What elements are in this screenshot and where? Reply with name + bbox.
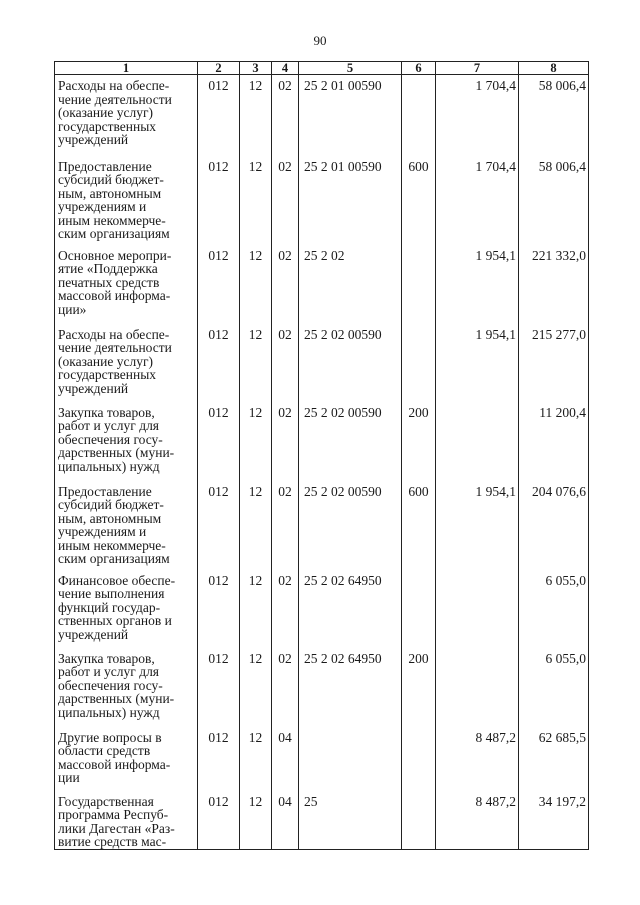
cell-ministry-code: 012 (198, 570, 240, 648)
cell-target-article: 25 2 02 (299, 245, 402, 324)
cell-amount-7: 8 487,2 (436, 727, 519, 791)
cell-amount-8: 62 685,5 (519, 727, 589, 791)
column-header: 4 (272, 62, 299, 75)
cell-ministry-code: 012 (198, 75, 240, 156)
cell-name: Финансовое обеспе- чение выполнения функций государ- ственных органов и учреждений (55, 570, 198, 648)
cell-section: 12 (240, 727, 272, 791)
cell-ministry-code: 012 (198, 324, 240, 402)
cell-subsection: 02 (272, 648, 299, 727)
column-header: 7 (436, 62, 519, 75)
cell-section: 12 (240, 570, 272, 648)
budget-table (54, 61, 589, 850)
table-row (55, 156, 589, 245)
page-number: 90 (313, 33, 327, 48)
cell-amount-8: 6 055,0 (519, 648, 589, 727)
cell-subsection: 02 (272, 570, 299, 648)
cell-expense-type (402, 570, 436, 648)
cell-name: Основное меропри- ятие «Поддержка печатных средств массовой информа- ции» (55, 245, 198, 324)
cell-amount-7 (436, 570, 519, 648)
cell-target-article: 25 2 01 00590 (299, 75, 402, 156)
cell-amount-7 (436, 648, 519, 727)
cell-expense-type (402, 727, 436, 791)
cell-name: Другие вопросы в области средств массовой информа- ции (55, 727, 198, 791)
cell-section: 12 (240, 245, 272, 324)
cell-amount-8: 221 332,0 (519, 245, 589, 324)
cell-name: Государственная программа Респуб- лики Дагестан «Раз- витие средств мас- (55, 791, 198, 850)
cell-ministry-code: 012 (198, 791, 240, 850)
column-header: 3 (240, 62, 272, 75)
cell-subsection: 02 (272, 402, 299, 481)
cell-name: Предоставление субсидий бюджет- ным, автономным учреждениям и иным некоммерче- ским организациям (55, 481, 198, 570)
table-row (55, 648, 589, 727)
cell-target-article: 25 2 02 00590 (299, 481, 402, 570)
column-header: 8 (519, 62, 589, 75)
column-header: 5 (299, 62, 402, 75)
cell-expense-type (402, 791, 436, 850)
column-header: 6 (402, 62, 436, 75)
cell-name: Расходы на обеспе- чение деятельности (оказание услуг) государственных учреждений (55, 324, 198, 402)
cell-name: Расходы на обеспе- чение деятельности (оказание услуг) государственных учреждений (55, 75, 198, 156)
cell-section: 12 (240, 156, 272, 245)
cell-subsection: 02 (272, 156, 299, 245)
cell-expense-type: 600 (402, 481, 436, 570)
cell-amount-8: 58 006,4 (519, 75, 589, 156)
column-header: 1 (55, 62, 198, 75)
cell-target-article: 25 2 02 64950 (299, 648, 402, 727)
cell-ministry-code: 012 (198, 245, 240, 324)
cell-expense-type (402, 324, 436, 402)
cell-section: 12 (240, 324, 272, 402)
cell-section: 12 (240, 648, 272, 727)
table-row (55, 402, 589, 481)
cell-amount-8: 11 200,4 (519, 402, 589, 481)
table-row (55, 245, 589, 324)
cell-subsection: 04 (272, 791, 299, 850)
table-row (55, 481, 589, 570)
cell-ministry-code: 012 (198, 727, 240, 791)
cell-name: Закупка товаров, работ и услуг для обеспечения госу- дарственных (муни- ципальных) нужд (55, 648, 198, 727)
cell-amount-7 (436, 402, 519, 481)
cell-ministry-code: 012 (198, 648, 240, 727)
cell-amount-7: 1 954,1 (436, 324, 519, 402)
cell-amount-8: 215 277,0 (519, 324, 589, 402)
cell-amount-8: 34 197,2 (519, 791, 589, 850)
cell-section: 12 (240, 791, 272, 850)
cell-amount-7: 1 704,4 (436, 156, 519, 245)
cell-amount-8: 58 006,4 (519, 156, 589, 245)
column-header: 2 (198, 62, 240, 75)
cell-target-article (299, 727, 402, 791)
table-header-row (55, 62, 589, 75)
cell-ministry-code: 012 (198, 156, 240, 245)
cell-subsection: 02 (272, 481, 299, 570)
cell-expense-type (402, 245, 436, 324)
cell-subsection: 02 (272, 75, 299, 156)
cell-amount-7: 1 704,4 (436, 75, 519, 156)
table-row (55, 324, 589, 402)
table-row (55, 791, 589, 850)
cell-section: 12 (240, 402, 272, 481)
cell-expense-type: 600 (402, 156, 436, 245)
table-row (55, 727, 589, 791)
cell-name: Закупка товаров, работ и услуг для обеспечения госу- дарственных (муни- ципальных) нужд (55, 402, 198, 481)
cell-ministry-code: 012 (198, 402, 240, 481)
cell-subsection: 04 (272, 727, 299, 791)
cell-name: Предоставление субсидий бюджет- ным, автономным учреждениям и иным некоммерче- ским организациям (55, 156, 198, 245)
cell-subsection: 02 (272, 245, 299, 324)
cell-amount-8: 204 076,6 (519, 481, 589, 570)
cell-subsection: 02 (272, 324, 299, 402)
cell-section: 12 (240, 481, 272, 570)
cell-amount-7: 1 954,1 (436, 245, 519, 324)
cell-target-article: 25 2 02 64950 (299, 570, 402, 648)
cell-amount-7: 1 954,1 (436, 481, 519, 570)
cell-expense-type: 200 (402, 648, 436, 727)
cell-target-article: 25 2 02 00590 (299, 402, 402, 481)
cell-amount-7: 8 487,2 (436, 791, 519, 850)
cell-expense-type (402, 75, 436, 156)
cell-amount-8: 6 055,0 (519, 570, 589, 648)
cell-section: 12 (240, 75, 272, 156)
table-row (55, 75, 589, 156)
cell-ministry-code: 012 (198, 481, 240, 570)
table-row (55, 570, 589, 648)
cell-target-article: 25 2 02 00590 (299, 324, 402, 402)
cell-target-article: 25 (299, 791, 402, 850)
cell-expense-type: 200 (402, 402, 436, 481)
cell-target-article: 25 2 01 00590 (299, 156, 402, 245)
